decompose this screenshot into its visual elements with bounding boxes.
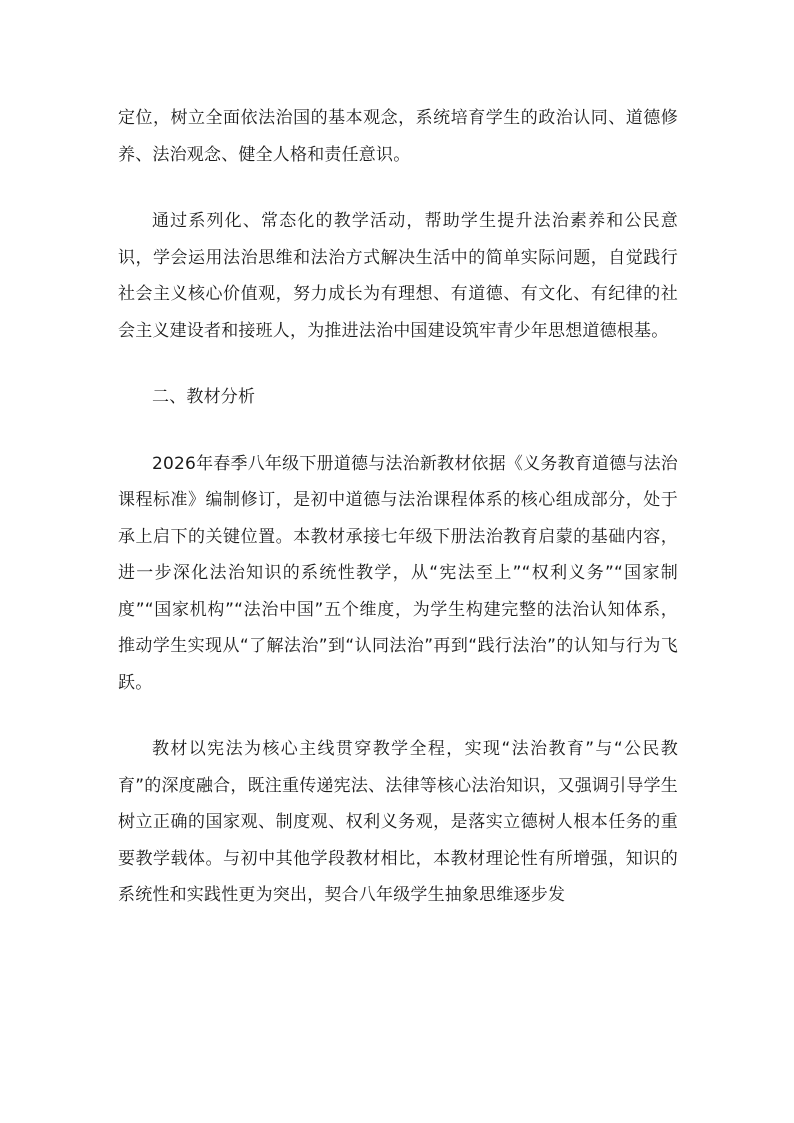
paragraph-textbook-features: 教材以宪法为核心主线贯穿教学全程，实现“法治教育”与“公民教育”的深度融合，既注重传递宪法、法律等核心法治知识，又强调引导学生树立正确的国家观、制度观、权利义务观，是落实立德树人根本任务的重要教学载体。与初中其他学段教材相比，本教材理论性有所增强，知识的系统性和实践性更为突出，契合八年级学生抽象思维逐步发: [118, 739, 678, 905]
section-heading-textbook-analysis: 二、教材分析: [152, 387, 256, 407]
document-body: [118, 100, 678, 944]
paragraph-continuation: 定位，树立全面依法治国的基本观念，系统培育学生的政治认同、道德修养、法治观念、健全人格和责任意识。: [118, 108, 678, 165]
paragraph-textbook-overview: 2026年春季八年级下册道德与法治新教材依据《义务教育道德与法治课程标准》编制修订，是初中道德与法治课程体系的核心组成部分，处于承上启下的关键位置。本教材承接七年级下册法治教育启蒙的基础内容，进一步深化法治知识的系统性教学，从“宪法至上”“权利义务”“国家制度”“国家机构”“法治中国”五个维度，为学生构建完整的法治认知体系，推动学生实现从“了解法治”到“认同法治”再到“践行法治”的认知与行为飞跃。: [118, 453, 678, 693]
paragraph-teaching-activities: 通过系列化、常态化的教学活动，帮助学生提升法治素养和公民意识，学会运用法治思维和法治方式解决生活中的简单实际问题，自觉践行社会主义核心价值观，努力成长为有理想、有道德、有文化、有纪律的社会主义建设者和接班人，为推进法治中国建设筑牢青少年思想道德根基。: [118, 211, 678, 341]
